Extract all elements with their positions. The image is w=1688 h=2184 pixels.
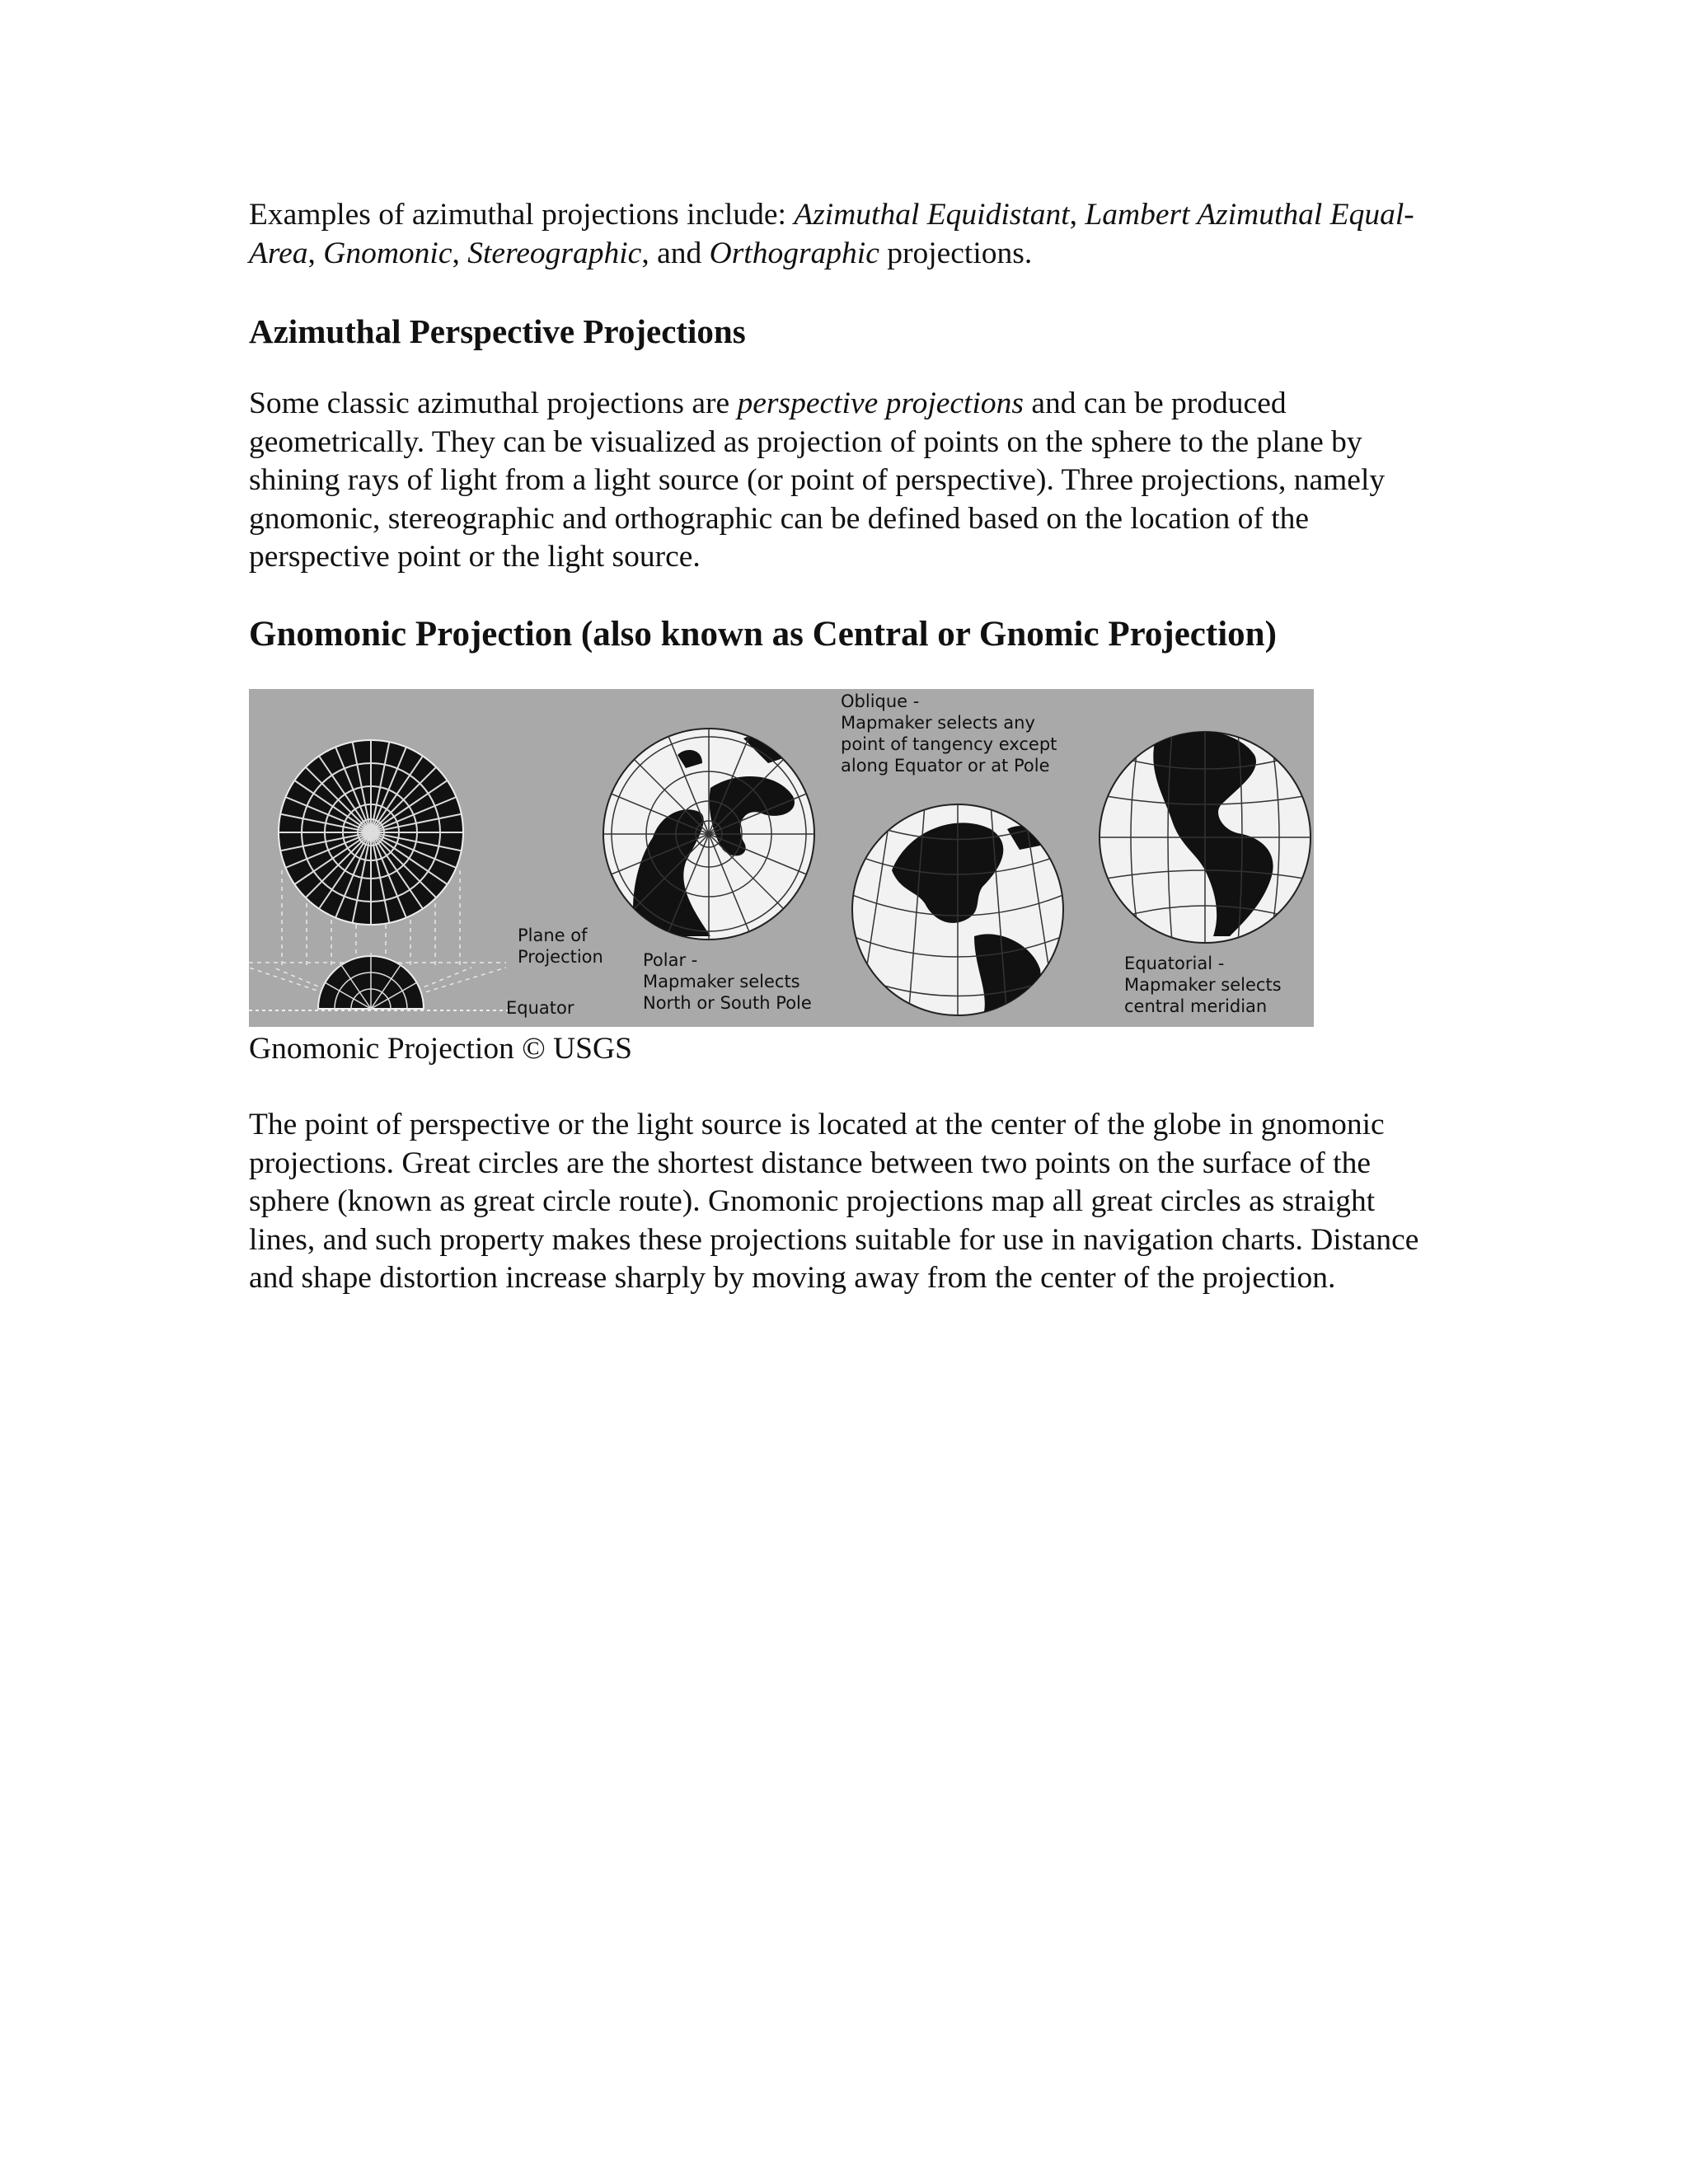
label-polar: North or South Pole (643, 992, 812, 1013)
intro-text: projections. (879, 236, 1033, 270)
label-oblique: point of tangency except (841, 733, 1057, 754)
intro-italic-term: Lambert Azimuthal Equal-Area (249, 198, 1414, 270)
perspective-italic-term: perspective projections (737, 387, 1024, 420)
figure-caption: Gnomonic Projection © USGS (249, 1031, 632, 1066)
label-polar: Polar - (643, 949, 698, 970)
hemisphere-icon (249, 953, 509, 1010)
gnomonic-paragraph: The point of perspective or the light source is located at the center of the globe in gnomonic projections. Great circles are the shortest distance between two points on the surface of the sphere (known as great circle route). Gnomonic projections map all great circles as straight lines, and such property makes these projections suitable for use in navigation charts. Distance and shape distortion increase sharply by moving away from the center of the projection. (249, 1108, 1419, 1295)
label-plane-of-projection: Projection (518, 946, 603, 967)
gnomonic-illustration (249, 689, 1314, 1027)
intro-text: , (452, 236, 468, 270)
intro-italic-term: Azimuthal Equidistant (794, 198, 1070, 232)
label-equatorial: Mapmaker selects (1124, 974, 1282, 995)
label-polar: Mapmaker selects (643, 971, 800, 991)
perspective-text: Some classic azimuthal projections are (249, 387, 738, 420)
section-heading-gnomonic: Gnomonic Projection (also known as Central or Gnomic Projection) (249, 614, 1277, 654)
oblique-globe (852, 804, 1063, 1019)
intro-italic-term: Stereographic (467, 236, 642, 270)
label-oblique: Oblique - (841, 691, 920, 711)
perspective-text: and can be produced geometrically. They can be visualized as projection of points on the sphere to the plane by shining rays of light from a light source (or point of perspective). Three projections, namely gnomonic, stereographic and orthographic can be defined based on the location of the perspective point or the light source. (249, 387, 1386, 574)
intro-paragraph (249, 196, 1428, 273)
section-heading-azimuthal-perspective: Azimuthal Perspective Projections (249, 312, 746, 350)
polar-globe (597, 722, 821, 946)
label-equatorial: central meridian (1124, 996, 1268, 1016)
intro-text: , (307, 236, 324, 270)
intro-italic-term: Gnomonic (323, 236, 452, 270)
document-page (249, 196, 1428, 1298)
intro-text: , and (641, 236, 710, 270)
intro-italic-term: Orthographic (709, 236, 879, 270)
intro-text: , (1069, 198, 1085, 232)
gnomonic-projection-figure (249, 689, 1314, 1027)
equatorial-globe (1100, 729, 1311, 942)
label-oblique: Mapmaker selects any (841, 712, 1035, 733)
label-plane-of-projection: Plane of (518, 925, 588, 945)
label-equator: Equator (506, 997, 574, 1018)
perspective-paragraph (249, 385, 1428, 577)
label-oblique: along Equator or at Pole (841, 755, 1050, 776)
polar-grid-globe (249, 733, 509, 1010)
intro-text: Examples of azimuthal projections include: (249, 198, 795, 232)
label-equatorial: Equatorial - (1124, 953, 1225, 973)
